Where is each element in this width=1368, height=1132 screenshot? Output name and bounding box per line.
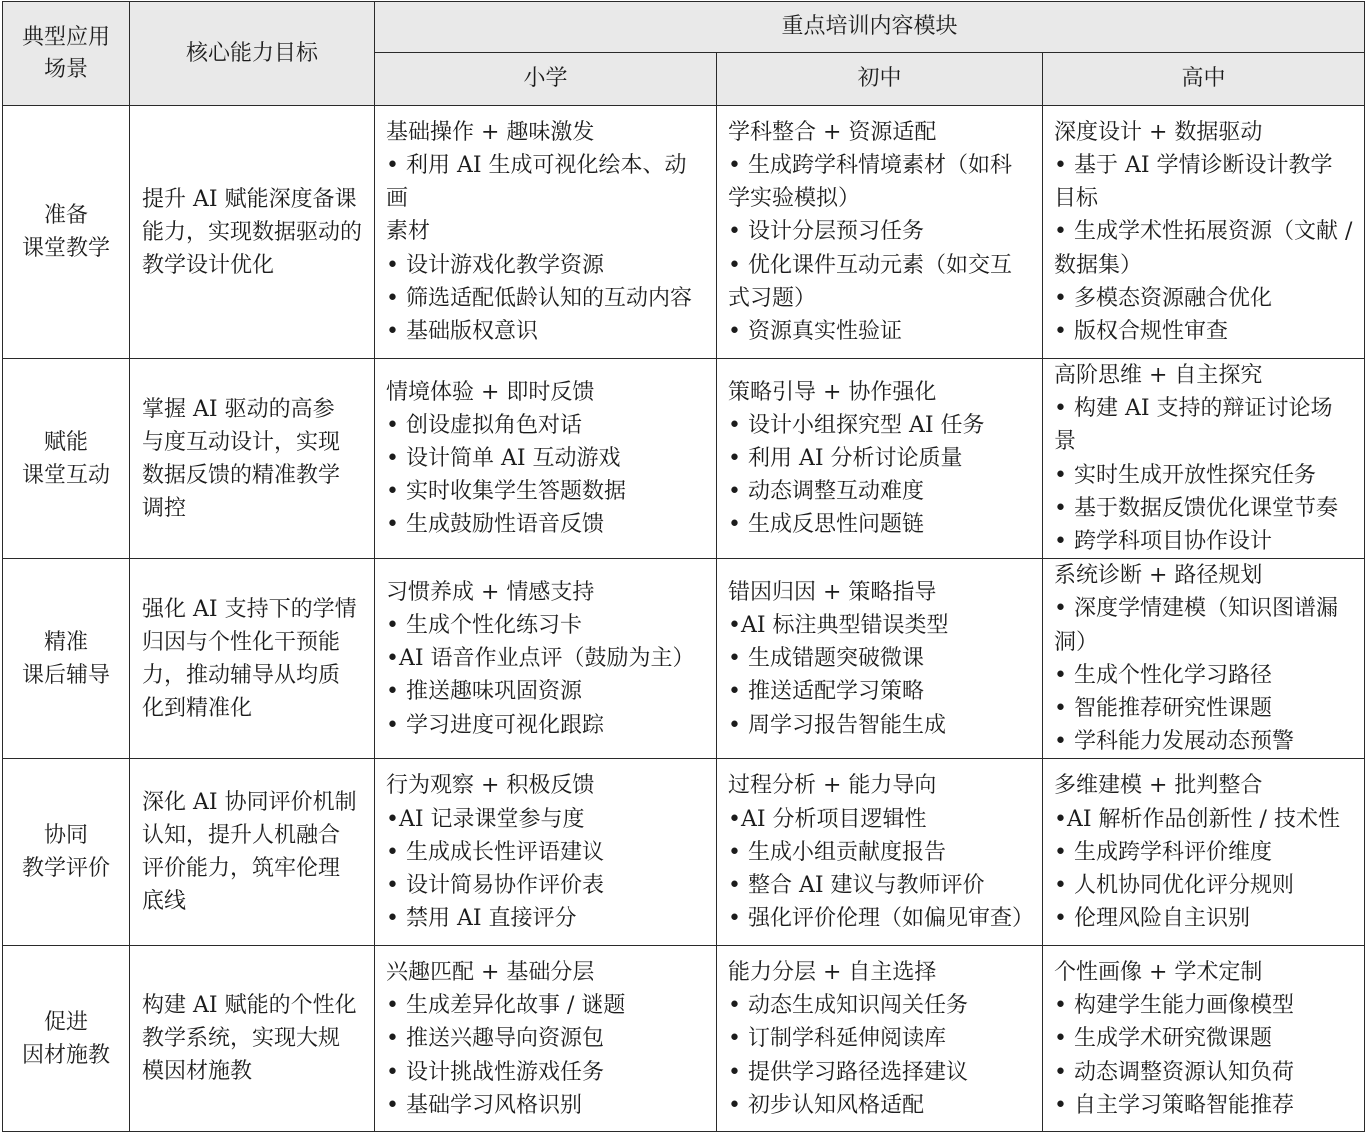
module-item: • 初步认知风格适配 (728, 1092, 924, 1118)
goal-cell (130, 106, 375, 359)
scene-text: 赋能 (43, 429, 88, 455)
module-item: •AI 解析作品创新性 / 技术性 (1054, 806, 1340, 832)
goal-cell (130, 359, 375, 559)
goal-text: 提升 AI 赋能深度备课 (142, 186, 357, 212)
module-heading: 系统诊断 + 路径规划 (1054, 563, 1263, 589)
module-item: • 伦理风险自主识别 (1054, 906, 1250, 932)
header-goal: 核心能力目标 (130, 2, 375, 106)
module-item: •AI 记录课堂参与度 (386, 806, 585, 832)
module-item: • 强化评价伦理（如偏见审查） (728, 906, 1034, 932)
module-item: • 生成学术性拓展资源（文献 / (1054, 219, 1353, 245)
module-item: • 生成跨学科情境素材（如科 (728, 152, 1012, 178)
module-item: • 推送趣味巩固资源 (386, 679, 582, 705)
scene-text: 课后辅导 (21, 662, 110, 688)
module-item: • 学科能力发展动态预警 (1054, 729, 1294, 755)
module-cell-primary (375, 559, 717, 759)
module-item: • 基础版权意识 (386, 319, 538, 344)
module-item: • 版权合规性审查 (1054, 319, 1228, 344)
module-cell-senior (1043, 759, 1365, 946)
goal-text: 模因材施教 (142, 1059, 253, 1085)
module-item: 学实验模拟） (728, 186, 861, 212)
module-item: • 生成跨学科评价维度 (1054, 839, 1272, 865)
module-item: • 智能推荐研究性课题 (1054, 696, 1272, 722)
module-item: • 生成个性化练习卡 (386, 613, 582, 639)
module-cell-primary (375, 359, 717, 559)
module-item: • 多模态资源融合优化 (1054, 285, 1272, 311)
goal-text: 化到精准化 (142, 695, 253, 721)
table-row (3, 559, 1365, 759)
goal-text: 掌握 AI 驱动的高参 (142, 396, 335, 422)
module-heading: 多维建模 + 批判整合 (1054, 773, 1263, 799)
module-item: • 设计挑战性游戏任务 (386, 1059, 604, 1085)
goal-cell (130, 759, 375, 946)
module-item: • 创设虚拟角色对话 (386, 412, 582, 438)
module-item: • 生成成长性评语建议 (386, 839, 604, 865)
scene-cell (3, 359, 130, 559)
module-item: • 动态调整资源认知负荷 (1054, 1059, 1294, 1085)
goal-text: 与度互动设计，实现 (142, 429, 341, 455)
module-heading: 错因归因 + 策略指导 (728, 579, 937, 605)
module-cell-primary (375, 946, 717, 1132)
scene-text: 教学评价 (21, 856, 110, 882)
module-item: • 基于数据反馈优化课堂节奏 (1054, 495, 1338, 521)
module-item: • 实时生成开放性探究任务 (1054, 462, 1316, 488)
scene-text: 协同 (43, 823, 88, 849)
module-item: • 人机协同优化评分规则 (1054, 873, 1294, 899)
module-item: • 自主学习策略智能推荐 (1054, 1092, 1294, 1118)
module-item: • 利用 AI 生成可视化绘本、动画 (386, 152, 687, 212)
table-row (3, 359, 1365, 559)
module-cell-primary (375, 759, 717, 946)
module-heading: 个性画像 + 学术定制 (1054, 959, 1263, 985)
module-cell-junior (717, 359, 1043, 559)
module-item: • 生成差异化故事 / 谜题 (386, 993, 626, 1019)
module-heading: 高阶思维 + 自主探究 (1054, 363, 1263, 388)
module-heading: 行为观察 + 积极反馈 (386, 773, 595, 799)
module-item: • 整合 AI 建议与教师评价 (728, 873, 985, 899)
scene-cell (3, 559, 130, 759)
scene-cell (3, 759, 130, 946)
module-item: • 构建学生能力画像模型 (1054, 993, 1294, 1019)
module-cell-senior (1043, 559, 1365, 759)
goal-cell (130, 559, 375, 759)
module-item: • 生成反思性问题链 (728, 512, 924, 538)
goal-text: 力，推动辅导从均质 (142, 662, 341, 688)
module-item: • 推送兴趣导向资源包 (386, 1026, 604, 1052)
module-item: 目标 (1054, 186, 1099, 212)
header-junior: 初中 (717, 53, 1043, 106)
module-item: • 生成错题突破微课 (728, 646, 924, 672)
goal-text: 教学系统，实现大规 (142, 1026, 341, 1052)
module-item: • 深度学情建模（知识图谱漏洞） (1054, 596, 1338, 655)
scene-text: 因材施教 (21, 1042, 110, 1068)
scene-text: 促进 (43, 1009, 88, 1035)
module-heading: 策略引导 + 协作强化 (728, 379, 937, 405)
header-scene: 典型应用 场景 (3, 2, 130, 106)
header-modules: 重点培训内容模块 (375, 2, 1365, 53)
module-cell-senior (1043, 359, 1365, 559)
module-cell-senior (1043, 106, 1365, 359)
header-primary: 小学 (375, 53, 717, 106)
module-item: • 基础学习风格识别 (386, 1092, 582, 1118)
module-item: • 利用 AI 分析讨论质量 (728, 446, 963, 471)
module-heading: 情境体验 + 即时反馈 (386, 379, 595, 405)
goal-text: 强化 AI 支持下的学情 (142, 596, 357, 622)
module-item: • 生成鼓励性语音反馈 (386, 512, 604, 538)
goal-text: 归因与个性化干预能 (142, 629, 341, 655)
goal-text: 构建 AI 赋能的个性化 (142, 993, 357, 1019)
scene-text: 准备 (43, 203, 88, 228)
training-table (2, 1, 1365, 1132)
module-item: • 设计简单 AI 互动游戏 (386, 446, 621, 471)
module-item: • 设计简易协作评价表 (386, 873, 604, 899)
table-row (3, 946, 1365, 1132)
table-row (3, 759, 1365, 946)
module-heading: 习惯养成 + 情感支持 (386, 579, 595, 605)
module-cell-junior (717, 946, 1043, 1132)
goal-text: 能力，实现数据驱动的 (142, 219, 363, 245)
module-heading: 兴趣匹配 + 基础分层 (386, 959, 595, 985)
module-item: • 生成个性化学习路径 (1054, 662, 1272, 688)
goal-text: 深化 AI 协同评价机制 (142, 790, 357, 816)
goal-text: 教学设计优化 (142, 252, 275, 278)
module-item: •AI 分析项目逻辑性 (728, 806, 927, 832)
scene-text: 精准 (43, 629, 88, 655)
module-item: • 推送适配学习策略 (728, 679, 924, 705)
module-item: • 学习进度可视化跟踪 (386, 712, 604, 738)
module-item: • 设计分层预习任务 (728, 219, 924, 245)
module-heading: 基础操作 + 趣味激发 (386, 119, 595, 145)
module-item: • 构建 AI 支持的辩证讨论场景 (1054, 396, 1333, 455)
module-item: • 订制学科延伸阅读库 (728, 1026, 946, 1052)
module-cell-junior (717, 106, 1043, 359)
module-item: • 基于 AI 学情诊断设计教学 (1054, 152, 1333, 178)
module-item: 式习题） (728, 285, 817, 311)
module-heading: 深度设计 + 数据驱动 (1054, 119, 1263, 145)
module-item: • 动态调整互动难度 (728, 479, 924, 505)
module-item: • 优化课件互动元素（如交互 (728, 252, 1012, 278)
goal-text: 数据反馈的精准教学 (142, 462, 341, 488)
module-item: • 筛选适配低龄认知的互动内容 (386, 285, 692, 311)
module-cell-junior (717, 559, 1043, 759)
header-senior: 高中 (1043, 53, 1365, 106)
scene-text: 课堂教学 (21, 236, 110, 261)
module-heading: 过程分析 + 能力导向 (728, 773, 937, 799)
module-item: •AI 标注典型错误类型 (728, 613, 949, 639)
goal-text: 认知，提升人机融合 (142, 823, 341, 849)
module-item: • 周学习报告智能生成 (728, 712, 946, 738)
module-cell-senior (1043, 946, 1365, 1132)
scene-cell (3, 946, 130, 1132)
module-cell-primary (375, 106, 717, 359)
module-item: • 跨学科项目协作设计 (1054, 529, 1272, 555)
module-item: 素材 (386, 219, 431, 245)
goal-cell (130, 946, 375, 1132)
module-cell-junior (717, 759, 1043, 946)
module-heading: 能力分层 + 自主选择 (728, 959, 937, 985)
module-item: • 动态生成知识闯关任务 (728, 993, 968, 1019)
module-heading: 学科整合 + 资源适配 (728, 119, 937, 145)
module-item: 数据集） (1054, 252, 1143, 278)
module-item: •AI 语音作业点评（鼓励为主） (386, 646, 695, 672)
goal-text: 调控 (142, 495, 187, 521)
module-item: • 生成小组贡献度报告 (728, 839, 946, 865)
module-item: • 设计游戏化教学资源 (386, 252, 604, 278)
table-row (3, 106, 1365, 359)
goal-text: 底线 (142, 889, 187, 915)
goal-text: 评价能力，筑牢伦理 (142, 856, 341, 882)
module-item: • 设计小组探究型 AI 任务 (728, 412, 985, 438)
module-item: • 提供学习路径选择建议 (728, 1059, 968, 1085)
module-item: • 生成学术研究微课题 (1054, 1026, 1272, 1052)
module-item: • 实时收集学生答题数据 (386, 479, 626, 505)
scene-cell (3, 106, 130, 359)
module-item: • 禁用 AI 直接评分 (386, 906, 577, 932)
module-item: • 资源真实性验证 (728, 319, 902, 344)
scene-text: 课堂互动 (21, 462, 110, 488)
